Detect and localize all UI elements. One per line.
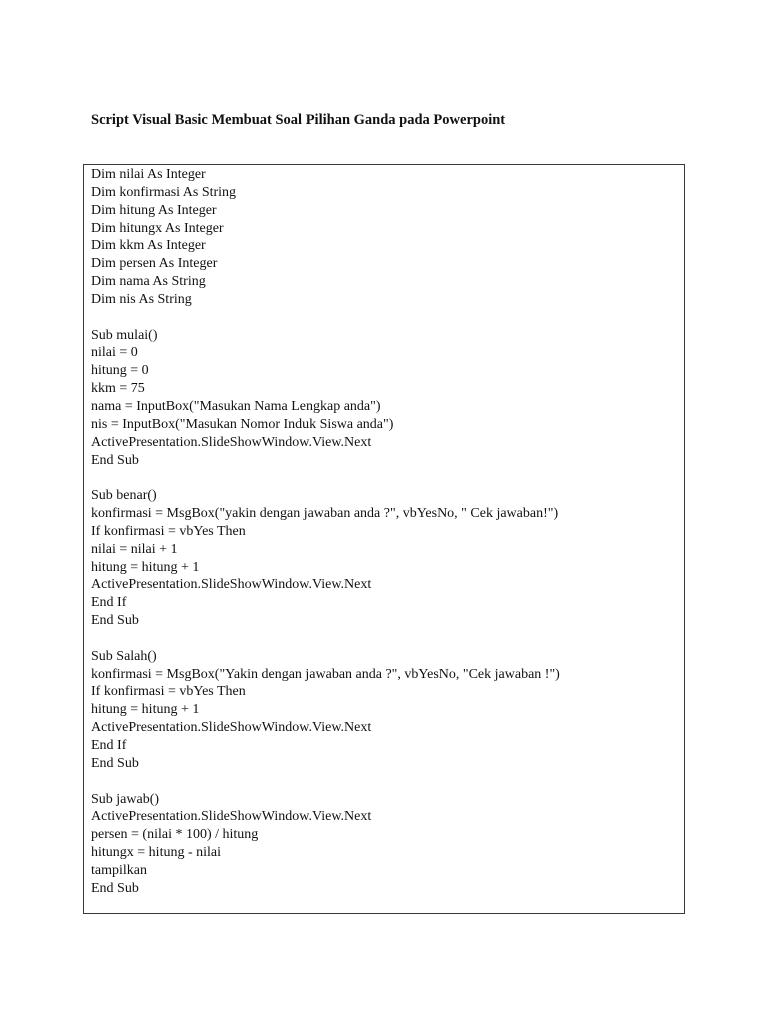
code-line: ActivePresentation.SlideShowWindow.View.Next [91,720,372,736]
code-line: If konfirmasi = vbYes Then [91,523,246,539]
code-line: Sub jawab() [91,791,160,807]
code-line: kkm = 75 [91,381,145,397]
code-line: Dim persen As Integer [91,256,218,272]
code-line: Dim kkm As Integer [91,238,206,254]
code-line: nilai = nilai + 1 [91,541,178,557]
code-line: End Sub [91,880,139,896]
code-line: tampilkan [91,862,147,878]
code-line: konfirmasi = MsgBox("Yakin dengan jawaban anda ?", vbYesNo, "Cek jawaban !") [91,666,560,682]
blank-line [91,469,560,487]
page-title: Script Visual Basic Membuat Soal Pilihan Ganda pada Powerpoint [91,112,506,128]
code-line: hitungx = hitung - nilai [91,845,221,861]
code-line: hitung = hitung + 1 [91,702,200,718]
code-line: nilai = 0 [91,345,138,361]
code-line: konfirmasi = MsgBox("yakin dengan jawaban anda ?", vbYesNo, " Cek jawaban!") [91,506,559,522]
code-line: ActivePresentation.SlideShowWindow.View.Next [91,809,372,825]
code-line: hitung = hitung + 1 [91,559,200,575]
blank-line [91,773,560,791]
code-line: ActivePresentation.SlideShowWindow.View.Next [91,577,372,593]
code-line: persen = (nilai * 100) / hitung [91,827,259,843]
blank-line [91,309,560,327]
code-line: Sub Salah() [91,648,157,664]
code-line: nama = InputBox("Masukan Nama Lengkap anda") [91,398,381,414]
code-line: Sub mulai() [91,327,158,343]
code-line: ActivePresentation.SlideShowWindow.View.Next [91,434,372,450]
code-line: Dim hitungx As Integer [91,220,224,236]
code-box [83,164,685,914]
code-line: End If [91,738,127,753]
code-line: End Sub [91,755,139,771]
code-line: hitung = 0 [91,363,149,379]
code-line: If konfirmasi = vbYes Then [91,684,246,700]
code-line: Sub benar() [91,488,157,504]
blank-line [91,630,560,648]
code-line: Dim konfirmasi As String [91,184,237,200]
code-listing [91,166,560,898]
code-line: Dim nama As String [91,274,206,290]
code-line: Dim nilai As Integer [91,167,206,182]
code-line: End Sub [91,613,139,629]
code-line: Dim hitung As Integer [91,202,217,218]
code-line: End Sub [91,452,139,468]
code-line: nis = InputBox("Masukan Nomor Induk Siswa anda") [91,416,394,432]
code-line: Dim nis As String [91,291,192,307]
code-line: End If [91,595,127,611]
